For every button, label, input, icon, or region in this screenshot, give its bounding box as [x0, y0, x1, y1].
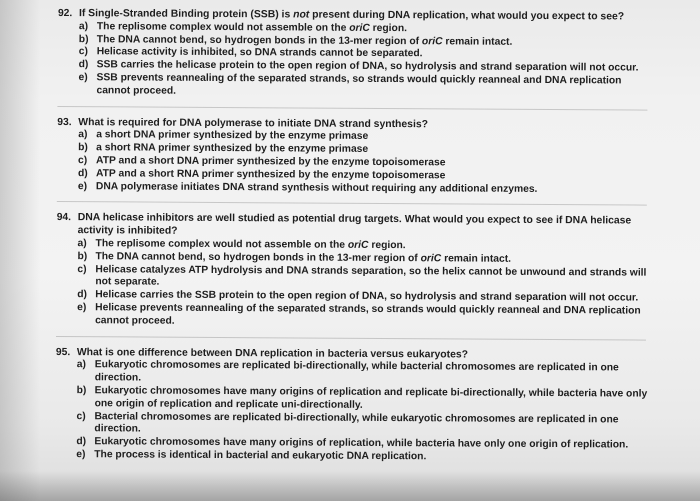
option-letter: e) [77, 180, 88, 192]
option-letter: a) [78, 129, 88, 141]
question-text: What is required for DNA polymerase to initiate DNA strand synthesis? [78, 116, 429, 130]
option-letter: c) [76, 410, 86, 422]
section-divider [57, 201, 647, 206]
option-text: a short RNA primer synthesized by the enzyme primase [96, 142, 369, 156]
question-stem [57, 212, 657, 241]
question-92 [57, 8, 658, 101]
option-e [77, 302, 656, 331]
option-letter: e) [78, 72, 88, 84]
left-shadow [0, 0, 40, 501]
option-text: DNA polymerase initiates DNA strand synthesis without requiring any additional enzymes. [95, 180, 538, 195]
option-text: Helicase carries the SSB protein to the open region of DNA, so hydrolysis and strand separation will not occur. [95, 289, 639, 304]
question-94 [56, 212, 657, 331]
option-letter: b) [78, 33, 89, 45]
option-letter: a) [76, 359, 87, 371]
option-letter: c) [78, 46, 88, 58]
option-letter: c) [78, 155, 88, 167]
option-a [77, 359, 656, 388]
option-letter: d) [78, 59, 89, 71]
option-text: The replisome complex would not assemble on the oriC region. [95, 238, 406, 252]
option-letter: a) [77, 238, 87, 250]
option-letter: d) [77, 167, 88, 179]
section-divider [56, 336, 646, 341]
option-letter: c) [77, 263, 87, 275]
option-text: Helicase activity is inhibited, so DNA strands cannot be separated. [96, 46, 423, 60]
option-text: a short DNA primer synthesized by the enzyme primase [96, 129, 369, 143]
option-text: Eukaryotic chromosomes have many origins of replication and replicate bi-directionally, while bacteria have only one origin of replication and replicate uni-directionally. [94, 385, 648, 411]
option-list [55, 359, 656, 465]
option-c [76, 411, 655, 440]
option-b [77, 385, 656, 414]
option-text: Helicase prevents reannealing of the separated strands, so strands would quickly reanneal and DNA replication cannot proceed. [95, 302, 641, 327]
question-text: What is one difference between DNA replication in bacteria versus eukaryotes? [76, 346, 469, 361]
worksheet [55, 8, 658, 477]
option-text: The DNA cannot bend, so hydrogen bonds in the 13-mer region of oriC remain intact. [96, 33, 513, 48]
bottom-shadow [0, 471, 700, 501]
option-text: SSB prevents reannealing of the separated strands, so strands would quickly reanneal and DNA replication cannot proceed. [96, 72, 622, 97]
option-list [57, 129, 657, 197]
option-list [56, 238, 657, 331]
question-text: If Single-Stranded Binding protein (SSB) is not present during DNA replication, what would you expect to see? [78, 8, 625, 23]
option-letter: a) [78, 20, 89, 32]
option-text: Bacterial chromosomes are replicated bi-directionally, while eukaryotic chromosomes are replicated in one direction. [94, 410, 619, 435]
section-divider [57, 106, 647, 111]
option-text: SSB carries the helicase protein to the open region of DNA, so hydrolysis and strand separation will not occur. [96, 59, 639, 74]
option-letter: b) [76, 385, 87, 397]
option-list [57, 21, 657, 101]
option-text: Helicase catalyzes ATP hydrolysis and DNA strands separation, so the helix cannot be unwound and strands will not separate. [95, 263, 647, 288]
option-letter: d) [77, 289, 88, 301]
question-number: 95. [55, 346, 71, 358]
option-text: Eukaryotic chromosomes are replicated bi-directionally, while bacterial chromosomes are replicated in one direction. [94, 359, 619, 384]
option-text: The DNA cannot bend, so hydrogen bonds in the 13-mer region of oriC remain intact. [95, 250, 512, 265]
option-letter: e) [76, 449, 86, 461]
question-text: DNA helicase inhibitors are well studied as potential drug targets. What would you expect to see if DNA helicase activity is inhibited? [77, 212, 632, 237]
option-text: The process is identical in bacterial and eukaryotic DNA replication. [94, 449, 427, 463]
option-e [78, 181, 657, 197]
question-number: 93. [57, 116, 72, 128]
option-c [77, 264, 656, 293]
option-text: The replisome complex would not assemble on the oriC region. [96, 21, 408, 34]
option-e [76, 449, 655, 465]
option-text: ATP and a short DNA primer synthesized by the enzyme topoisomerase [96, 155, 446, 169]
question-93 [57, 117, 657, 197]
option-letter: e) [77, 302, 87, 314]
option-letter: b) [78, 142, 88, 154]
question-number: 94. [56, 212, 72, 224]
option-text: ATP and a short RNA primer synthesized by the enzyme topoisomerase [95, 168, 446, 182]
option-e [78, 72, 657, 101]
question-number: 92. [57, 8, 73, 20]
option-letter: b) [77, 250, 88, 262]
option-text: Eukaryotic chromosomes have many origins of replication, while bacteria have only one origin of replication. [94, 436, 629, 451]
question-95 [55, 347, 656, 466]
option-letter: d) [76, 436, 87, 448]
